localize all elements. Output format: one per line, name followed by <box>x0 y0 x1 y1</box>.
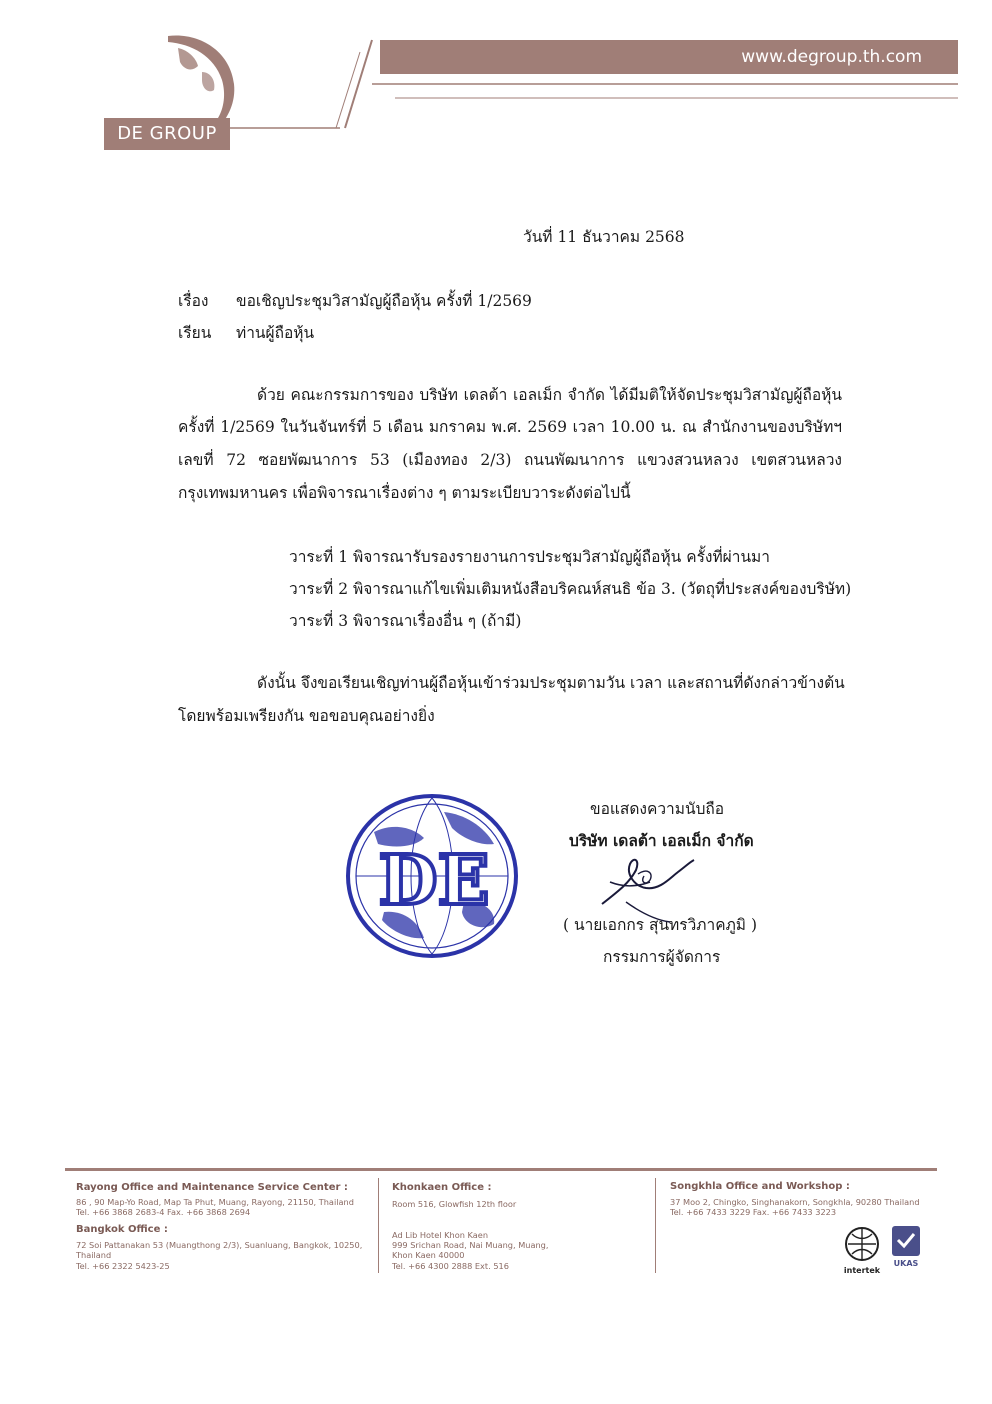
footer-divider <box>65 1168 937 1171</box>
recipient-text: ท่านผู้ถือหุ้น <box>236 324 315 342</box>
globe-icon <box>158 32 238 132</box>
rayong-office-title: Rayong Office and Maintenance Service Center : <box>76 1182 348 1193</box>
closing-paragraph-line: โดยพร้อมเพรียงกัน ขอขอบคุณอย่างยิ่ง <box>178 707 435 725</box>
logo-wordmark: DE GROUP <box>104 118 230 150</box>
stamp-monogram: DE <box>378 841 490 921</box>
recipient-label: เรียน <box>178 324 212 342</box>
body-paragraph-line: กรุงเทพมหานคร เพื่อพิจารณาเรื่องต่าง ๆ ตามระเบียบวาระดังต่อไปนี้ <box>178 484 631 502</box>
rayong-phone: Tel. +66 3868 2683-4 Fax. +66 3868 2694 <box>76 1207 251 1217</box>
khonkaen-office-title: Khonkaen Office : <box>392 1182 492 1193</box>
website-url: www.degroup.th.com <box>741 47 922 67</box>
body-paragraph-line: ครั้งที่ 1/2569 ในวันจันทร์ที่ 5 เดือน มกราคม พ.ศ. 2569 เวลา 10.00 น. ณ สำนักงานของบริษัทฯ <box>178 418 842 436</box>
khonkaen-address-line: Ad Lib Hotel Khon Kaen <box>392 1230 489 1240</box>
agenda-item-3: วาระที่ 3 พิจารณาเรื่องอื่น ๆ (ถ้ามี) <box>289 612 522 630</box>
closing-paragraph-line: ดังนั้น จึงขอเรียนเชิญท่านผู้ถือหุ้นเข้าร่วมประชุมตามวัน เวลา และสถานที่ดังกล่าวข้างต้น <box>257 674 845 692</box>
body-paragraph-line: เลขที่ 72 ซอยพัฒนาการ 53 (เมืองทอง 2/3) ถนนพัฒนาการ แขวงสวนหลวง เขตสวนหลวง <box>178 451 842 469</box>
company-name: บริษัท เดลต้า เอลเม็ก จำกัด <box>569 831 754 850</box>
bangkok-address-line: Thailand <box>76 1250 112 1260</box>
khonkaen-address-line: 999 Srichan Road, Nai Muang, Muang, <box>392 1240 549 1250</box>
khonkaen-phone: Tel. +66 4300 2888 Ext. 516 <box>392 1261 509 1271</box>
agenda-item-1: วาระที่ 1 พิจารณารับรองรายงานการประชุมวิสามัญผู้ถือหุ้น ครั้งที่ผ่านมา <box>289 548 770 566</box>
signer-position: กรรมการผู้จัดการ <box>603 948 721 966</box>
songkhla-office-title: Songkhla Office and Workshop : <box>670 1181 850 1192</box>
bangkok-office-title: Bangkok Office : <box>76 1224 168 1235</box>
closing-salutation: ขอแสดงความนับถือ <box>590 800 725 818</box>
intertek-certification-icon <box>842 1224 882 1276</box>
handwritten-signature <box>590 842 700 932</box>
body-paragraph-line: ด้วย คณะกรรมการของ บริษัท เดลต้า เอลเม็ก จำกัด ได้มีมติให้จัดประชุมวิสามัญผู้ถือหุ้น <box>257 386 842 404</box>
letter-date: วันที่ 11 ธันวาคม 2568 <box>523 228 685 246</box>
songkhla-address-line: 37 Moo 2, Chingko, Singhanakorn, Songkhla, 90280 Thailand <box>670 1197 920 1207</box>
footer-column-divider <box>655 1178 656 1273</box>
intertek-label: intertek <box>843 1266 881 1275</box>
bangkok-address-line: 72 Soi Pattanakan 53 (Muangthong 2/3), Suanluang, Bangkok, 10250, <box>76 1240 363 1250</box>
khonkaen-address-line: Khon Kaen 40000 <box>392 1250 465 1260</box>
company-logo <box>100 30 240 144</box>
footer-column-divider <box>378 1178 379 1273</box>
rayong-address-line: 86 , 90 Map-Yo Road, Map Ta Phut, Muang, Rayong, 21150, Thailand <box>76 1197 354 1207</box>
company-stamp <box>344 792 520 960</box>
signer-name: ( นายเอกกร สุนทรวิภาคภูมิ ) <box>563 916 757 934</box>
songkhla-phone: Tel. +66 7433 3229 Fax. +66 7433 3223 <box>670 1207 837 1217</box>
khonkaen-address-line: Room 516, Glowfish 12th floor <box>392 1199 517 1209</box>
ukas-certification-icon <box>886 1224 926 1270</box>
ukas-label: UKAS <box>893 1259 919 1268</box>
subject-label: เรื่อง <box>178 292 209 310</box>
bangkok-phone: Tel. +66 2322 5423-25 <box>76 1261 170 1271</box>
subject-text: ขอเชิญประชุมวิสามัญผู้ถือหุ้น ครั้งที่ 1/2569 <box>236 292 532 310</box>
agenda-item-2: วาระที่ 2 พิจารณาแก้ไขเพิ่มเติมหนังสือบริคณห์สนธิ ข้อ 3. (วัตถุที่ประสงค์ของบริษัท) <box>289 580 852 598</box>
